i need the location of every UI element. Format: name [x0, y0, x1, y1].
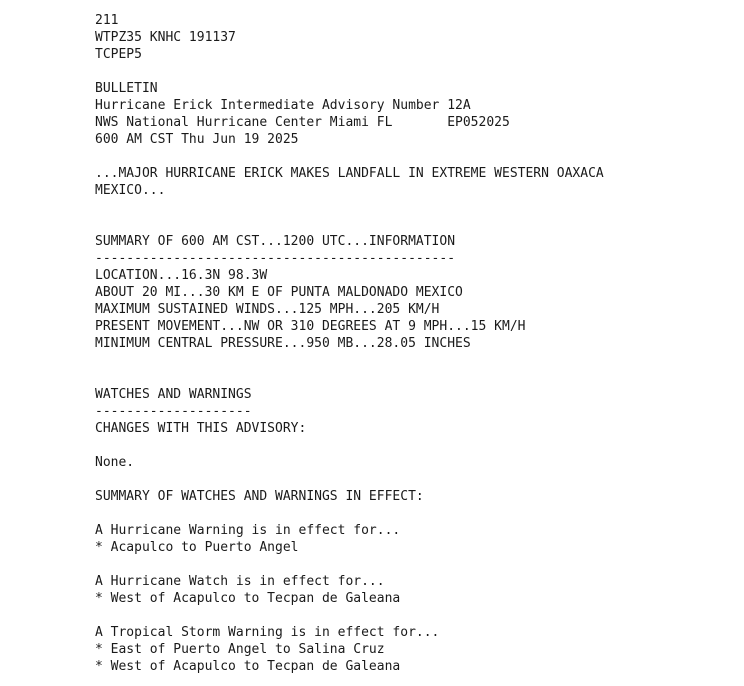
blank-line: [95, 437, 604, 454]
wmo-header: WTPZ35 KNHC 191137: [95, 30, 236, 45]
hurricane-watch-area: * West of Acapulco to Tecpan de Galeana: [95, 591, 401, 606]
blank-line: [95, 505, 604, 522]
watches-rule: --------------------: [95, 404, 252, 419]
summary-rule: ----------------------------------------------: [95, 251, 456, 266]
tropical-storm-warning-area: * West of Acapulco to Tecpan de Galeana: [95, 659, 401, 674]
bulletin-label: BULLETIN: [95, 81, 158, 96]
blank-line: [95, 369, 604, 386]
summary-heading: SUMMARY OF 600 AM CST...1200 UTC...INFORMATION: [95, 234, 456, 249]
blank-line: [95, 556, 604, 573]
distance-line: ABOUT 20 MI...30 KM E OF PUNTA MALDONADO MEXICO: [95, 285, 463, 300]
advisory-text: [95, 12, 604, 675]
changes-text: None.: [95, 455, 135, 470]
movement-line: PRESENT MOVEMENT...NW OR 310 DEGREES AT 9 MPH...15 KM/H: [95, 319, 526, 334]
awips-id: TCPEP5: [95, 47, 142, 62]
in-effect-heading: SUMMARY OF WATCHES AND WARNINGS IN EFFECT:: [95, 489, 424, 504]
headline-line: ...MAJOR HURRICANE ERICK MAKES LANDFALL IN EXTREME WESTERN OAXACA: [95, 166, 604, 181]
hurricane-watch-intro: A Hurricane Watch is in effect for...: [95, 574, 385, 589]
tropical-storm-warning-intro: A Tropical Storm Warning is in effect for...: [95, 625, 440, 640]
hurricane-warning-area: * Acapulco to Puerto Angel: [95, 540, 299, 555]
tropical-storm-warning-area: * East of Puerto Angel to Salina Cruz: [95, 642, 385, 657]
winds-line: MAXIMUM SUSTAINED WINDS...125 MPH...205 KM/H: [95, 302, 440, 317]
advisory-title: Hurricane Erick Intermediate Advisory Number 12A: [95, 98, 471, 113]
blank-line: [95, 199, 604, 216]
sequence-number: 211: [95, 13, 119, 28]
location-line: LOCATION...16.3N 98.3W: [95, 268, 268, 283]
pressure-line: MINIMUM CENTRAL PRESSURE...950 MB...28.05 INCHES: [95, 336, 471, 351]
issue-time: 600 AM CST Thu Jun 19 2025: [95, 132, 299, 147]
blank-line: [95, 471, 604, 488]
blank-line: [95, 216, 604, 233]
blank-line: [95, 607, 604, 624]
headline-line: MEXICO...: [95, 183, 166, 198]
blank-line: [95, 352, 604, 369]
blank-line: [95, 63, 604, 80]
watches-heading: WATCHES AND WARNINGS: [95, 387, 252, 402]
hurricane-warning-intro: A Hurricane Warning is in effect for...: [95, 523, 401, 538]
issuer-line: NWS National Hurricane Center Miami FL EP052025: [95, 115, 510, 130]
changes-heading: CHANGES WITH THIS ADVISORY:: [95, 421, 307, 436]
blank-line: [95, 148, 604, 165]
